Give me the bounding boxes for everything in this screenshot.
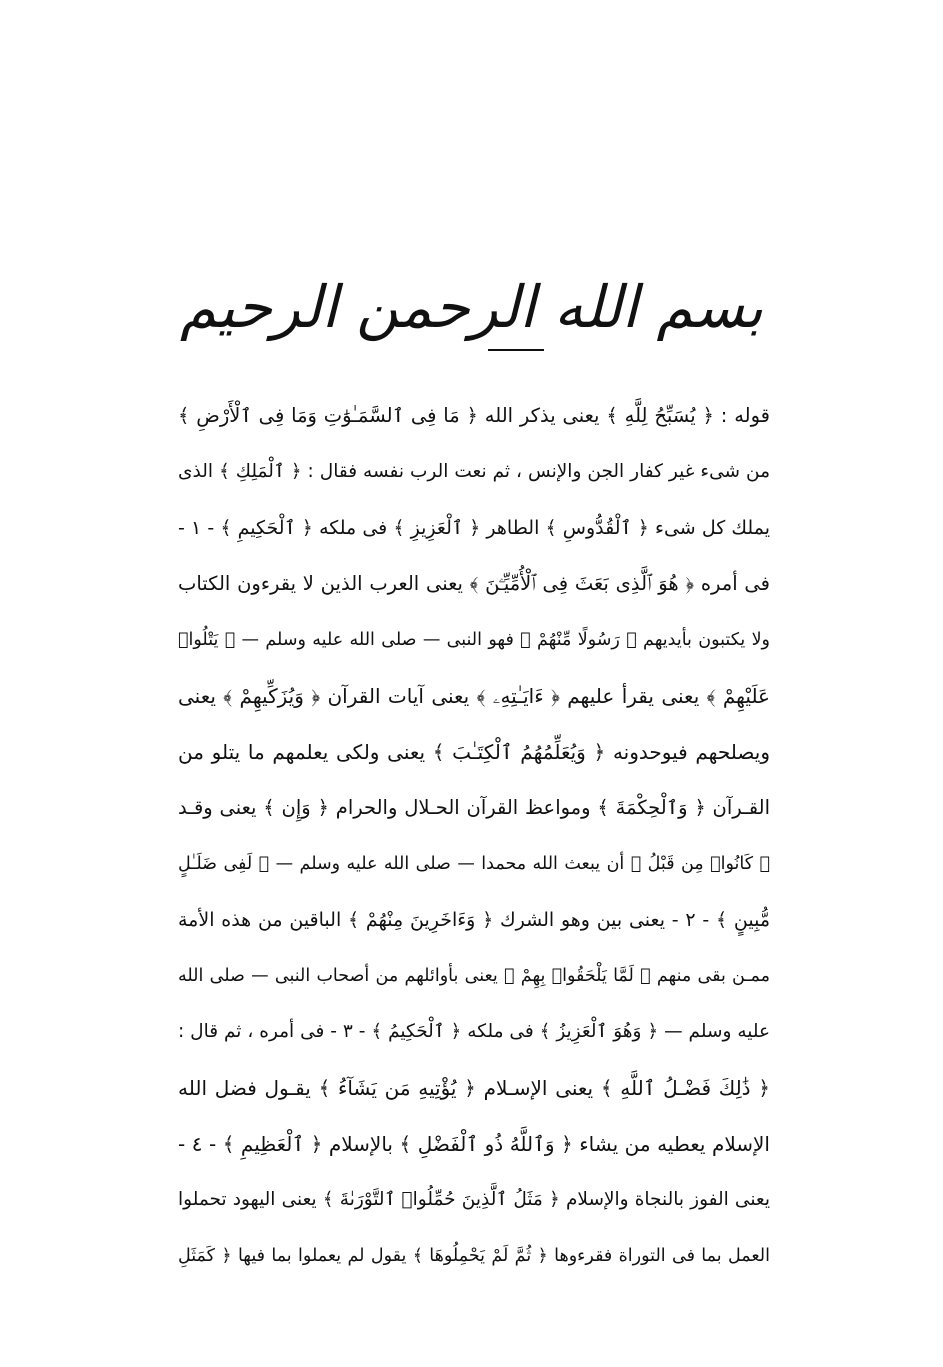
text-line: العمل بما فى التوراة فقرءوها ﴿ ثُمَّ لَمْ يَحْمِلُوهَا ﴾ يقول لم يعملوا بما فيها ﴿ كَمَثَلِ <box>178 1246 770 1266</box>
text-line: ﴿ ذَٰلِكَ فَضْـلُ ٱللَّهِ ﴾ يعنى الإسـلام ﴿ يُؤْتِيهِ مَن يَشَآءُ ﴾ يقـول فضل الله <box>178 1076 770 1100</box>
text-line: الإسلام يعطيه من يشاء ﴿ وَٱللَّهُ ذُو ٱلْفَضْلِ ﴾ بالإسلام ﴿ ٱلْعَظِيمِ ﴾ - ٤ - <box>178 1132 770 1156</box>
text-line: مُّبِينٍ ﴾ - ٢ - يعنى بين وهو الشرك ﴿ وَءَاخَرِينَ مِنْهُمْ ﴾ الباقين من هذه الأمة <box>178 909 770 931</box>
text-line: يملك كل شىء ﴿ ٱلْقُدُّوسِ ﴾ الطاهر ﴿ ٱلْعَزِيزِ ﴾ فى ملكه ﴿ ٱلْحَكِيمِ ﴾ - ١ - <box>178 517 770 539</box>
text-line: القـرآن ﴿ وَٱلْحِكْمَةَ ﴾ ومواعظ القرآن الحـلال والحرام ﴿ وَإِن ﴾ يعنى وقـد <box>178 796 770 819</box>
text-line: فى أمره ﴿ هُوَ ٱلَّذِى بَعَثَ فِى ٱلْأُمِّيِّـۧنَ ﴾ يعنى العرب الذين لا يقرءون الكتاب <box>178 572 770 595</box>
text-line: قوله : ﴿ يُسَبِّحُ لِلَّهِ ﴾ يعنى يذكر الله ﴿ مَا فِى ٱلسَّمَـٰوَٰتِ وَمَا فِى ٱلْأَرْضِ ﴾ <box>178 404 770 427</box>
text-line: يعنى الفوز بالنجاة والإسلام ﴿ مَثَلُ ٱلَّذِينَ حُمِّلُوا۟ ٱلتَّوْرَىٰةَ ﴾ يعنى اليهود تحملوا <box>178 1189 770 1210</box>
text-line: ممـن بقى منهم ﴿ لَمَّا يَلْحَقُوا۟ بِهِمْ ﴾ يعنى بأوائلهم من أصحاب النبى — صلى الله <box>178 966 770 986</box>
text-line: ﴿ كَانُوا۟ مِن قَبْلُ ﴾ أن يبعث الله محمدا — صلى الله عليه وسلم — ﴿ لَفِى ضَلَـٰلٍ <box>178 854 770 874</box>
text-line: عَلَيْهِمْ ﴾ يعنى يقرأ عليهم ﴿ ءَايَـٰتِهِۦ ﴾ يعنى آيات القرآن ﴿ وَيُزَكِّيهِمْ ﴾ يعنى <box>178 684 770 708</box>
heading-divider <box>488 349 544 351</box>
text-line: من شىء غير كفار الجن والإنس ، ثم نعت الرب نفسه فقال : ﴿ ٱلْمَلِكِ ﴾ الذى <box>178 461 770 482</box>
text-line: عليه وسلم — ﴿ وَهُوَ ٱلْعَزِيزُ ﴾ فى ملكه ﴿ ٱلْحَكِيمُ ﴾ - ٣ - فى أمره ، ثم قال : <box>178 1021 770 1042</box>
text-line: ولا يكتبون بأيديهم ﴿ رَسُولًا مِّنْهُمْ ﴾ فهو النبى — صلى الله عليه وسلم — ﴿ يَتْلُوا۟ <box>178 630 770 650</box>
body-text <box>178 388 770 1284</box>
basmala-heading: بسم الله الرحمن الرحيم <box>180 273 763 341</box>
text-line: ويصلحهم فيوحدونه ﴿ وَيُعَلِّمُهُمُ ٱلْكِتَـٰبَ ﴾ يعنى ولكى يعلمهم ما يتلو من <box>178 740 770 764</box>
